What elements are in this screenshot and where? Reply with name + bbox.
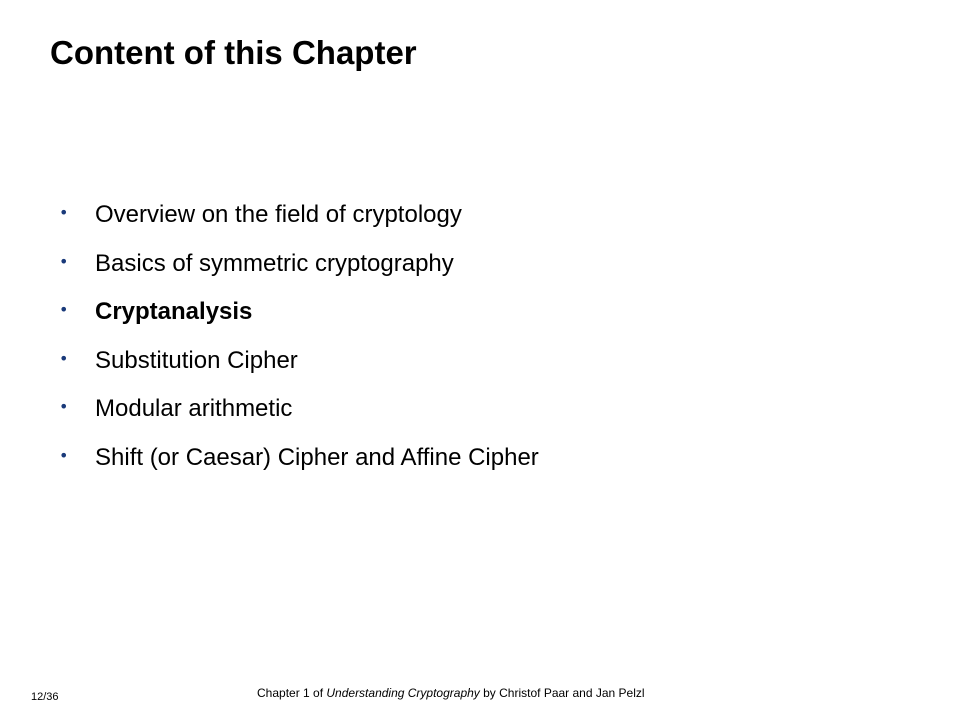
bullet-text: Overview on the field of cryptology: [95, 201, 462, 228]
bullet-item: [58, 196, 539, 245]
bullet-item: [58, 439, 539, 488]
bullet-list: [58, 196, 539, 487]
bullet-item: [58, 342, 539, 391]
bullet-item: [58, 390, 539, 439]
slide-title: Content of this Chapter: [50, 34, 417, 71]
bullet-item: [58, 293, 539, 342]
bullet-icon: •: [59, 445, 69, 465]
bullet-text: Modular arithmetic: [95, 395, 293, 422]
bullet-text-highlighted: Cryptanalysis: [95, 298, 253, 325]
bullet-icon: •: [59, 300, 69, 319]
bullet-icon: •: [59, 203, 69, 222]
footer-prefix: Chapter 1 of: [257, 686, 327, 700]
bullet-icon: •: [59, 251, 69, 271]
bullet-text: Substitution Cipher: [95, 346, 298, 374]
bullet-text: Basics of symmetric cryptography: [95, 249, 454, 277]
footer-suffix: by Christof Paar and Jan Pelzl: [479, 686, 645, 700]
footer-book-title: Understanding Cryptography: [326, 686, 480, 700]
page-number: 12/36: [31, 691, 59, 703]
bullet-icon: •: [59, 397, 69, 416]
bullet-item: [58, 245, 539, 294]
bullet-text: Shift (or Caesar) Cipher and Affine Cipher: [95, 443, 539, 471]
slide-footer: [257, 686, 645, 700]
bullet-icon: •: [59, 348, 69, 368]
